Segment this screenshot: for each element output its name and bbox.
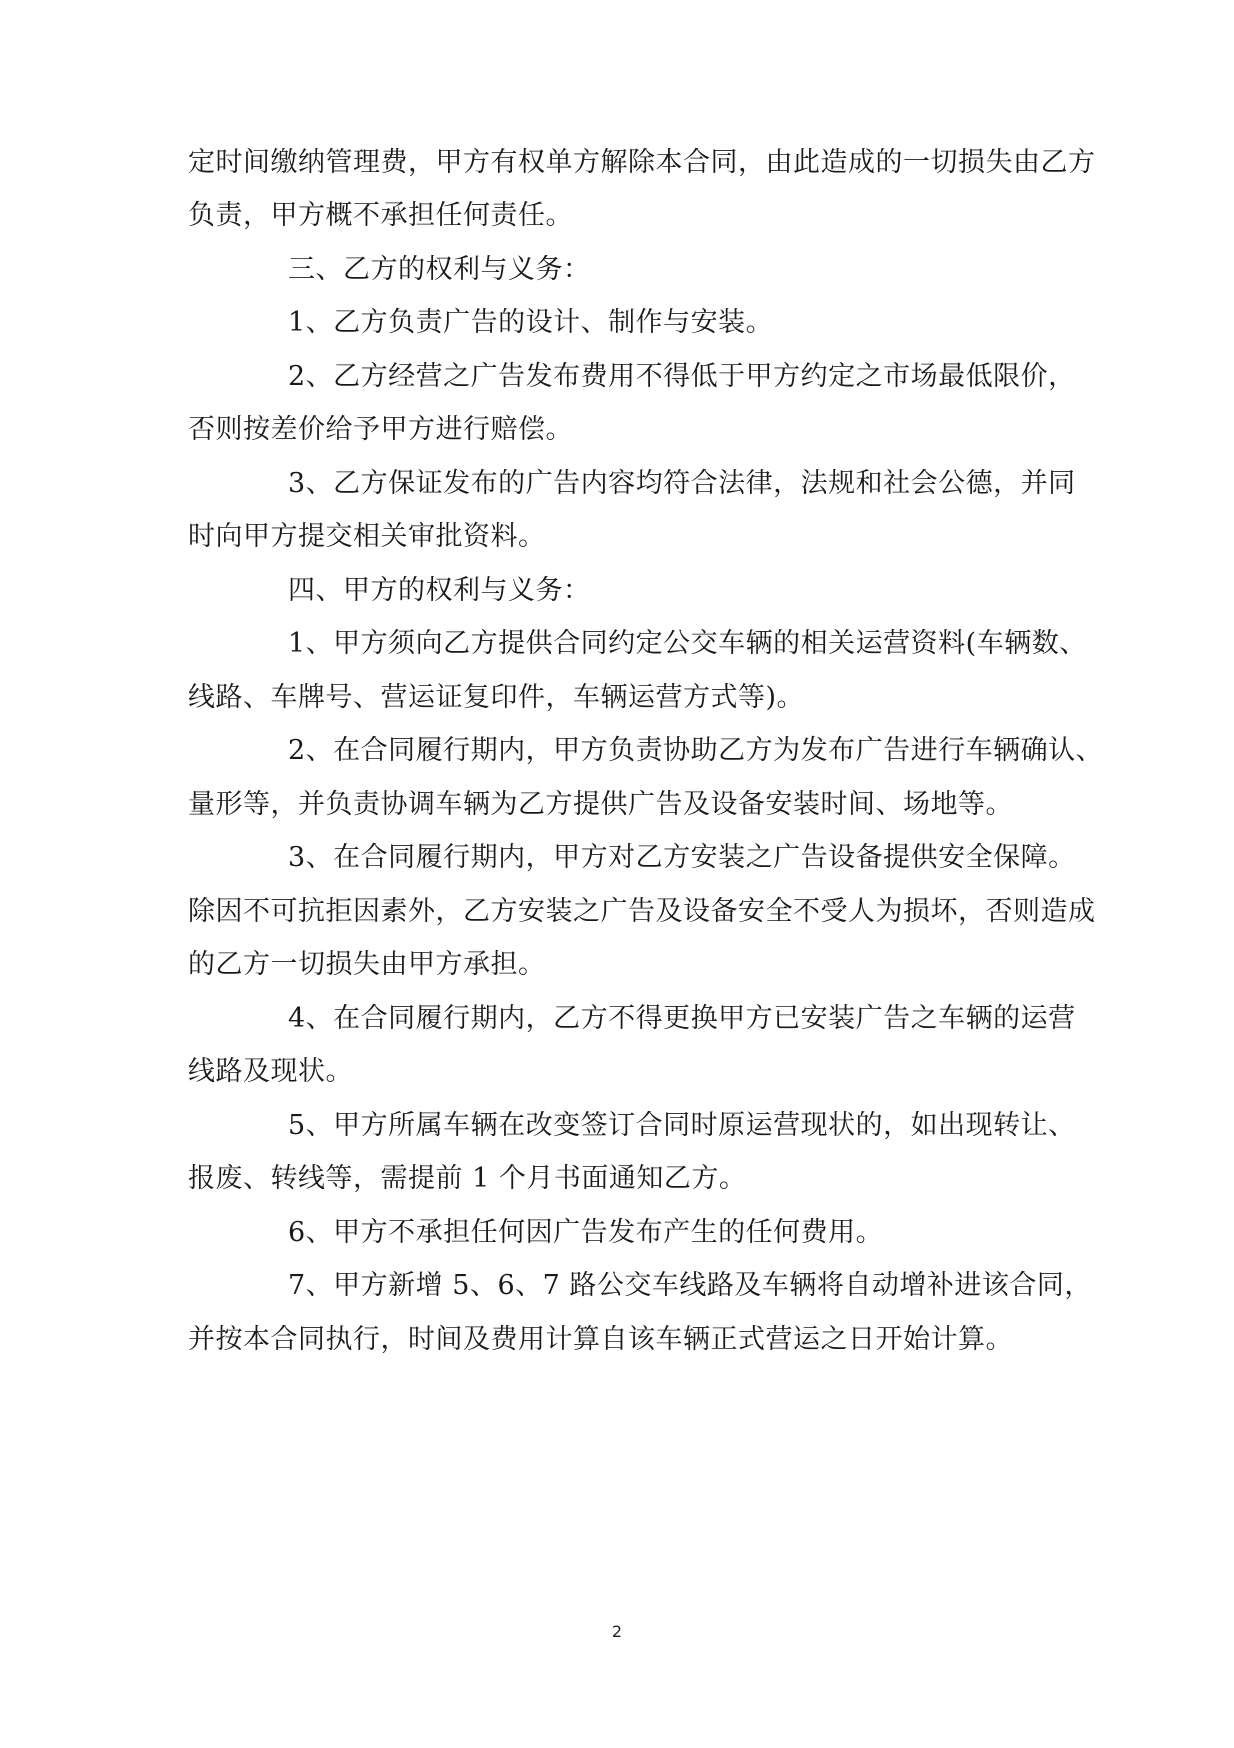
text-line: 6、甲方不承担任何因广告发布产生的任何费用。 xyxy=(288,1217,884,1248)
text-line: 1、甲方须向乙方提供合同约定公交车辆的相关运营资料(车辆数、 xyxy=(288,628,1087,659)
page-number: 2 xyxy=(611,1622,623,1641)
text-line: 5、甲方所属车辆在改变签订合同时原运营现状的，如出现转让、 xyxy=(288,1110,1076,1141)
text-line: 否则按差价给予甲方进行赔偿。 xyxy=(188,414,573,445)
section-heading: 三、乙方的权利与义务： xyxy=(288,254,591,285)
text-line: 7、甲方新增 5、6、7 路公交车线路及车辆将自动增补进该合同， xyxy=(288,1270,1092,1301)
text-line: 的乙方一切损失由甲方承担。 xyxy=(188,949,546,980)
text-line: 除因不可抗拒因素外，乙方安装之广告及设备安全不受人为损坏，否则造成 xyxy=(188,896,1096,927)
text-line: 时向甲方提交相关审批资料。 xyxy=(188,521,546,552)
text-line: 线路、车牌号、营运证复印件，车辆运营方式等)。 xyxy=(188,682,805,713)
text-line: 1、乙方负责广告的设计、制作与安装。 xyxy=(288,307,774,338)
section-heading: 四、甲方的权利与义务： xyxy=(288,575,591,606)
text-line: 3、乙方保证发布的广告内容均符合法律，法规和社会公德，并同 xyxy=(288,468,1076,499)
text-line: 并按本合同执行，时间及费用计算自该车辆正式营运之日开始计算。 xyxy=(188,1324,1013,1355)
text-line: 4、在合同履行期内，乙方不得更换甲方已安装广告之车辆的运营 xyxy=(288,1003,1076,1034)
text-line: 报废、转线等，需提前 1 个月书面通知乙方。 xyxy=(188,1163,747,1194)
text-line: 量形等，并负责协调车辆为乙方提供广告及设备安装时间、场地等。 xyxy=(188,789,1013,820)
text-line: 2、在合同履行期内，甲方负责协助乙方为发布广告进行车辆确认、 xyxy=(288,735,1104,766)
text-line: 负责，甲方概不承担任何责任。 xyxy=(188,200,573,231)
text-line: 2、乙方经营之广告发布费用不得低于甲方约定之市场最低限价， xyxy=(288,361,1076,392)
text-line: 定时间缴纳管理费，甲方有权单方解除本合同，由此造成的一切损失由乙方 xyxy=(188,147,1096,178)
text-line: 线路及现状。 xyxy=(188,1056,353,1087)
text-line: 3、在合同履行期内，甲方对乙方安装之广告设备提供安全保障。 xyxy=(288,842,1076,873)
